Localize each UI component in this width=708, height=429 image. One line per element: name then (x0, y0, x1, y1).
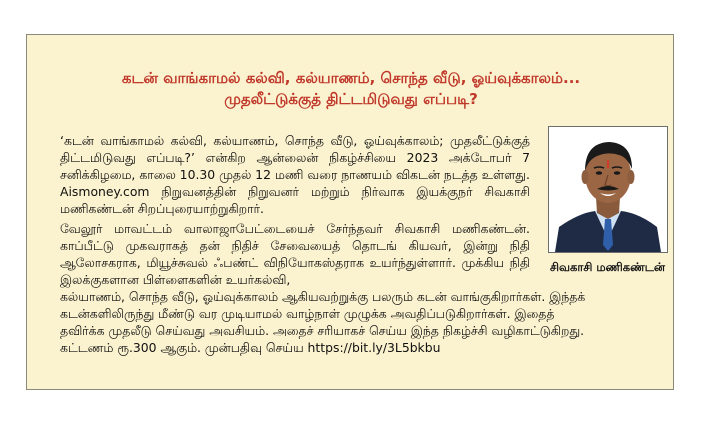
portrait-illustration (549, 127, 667, 252)
photo-caption: சிவகாசி மணிகண்டன் (549, 260, 666, 274)
registration-line: கட்டணம் ரூ.300 ஆகும். முன்பதிவு செய்ய https://bit.ly/3L5bkbu (60, 340, 441, 355)
bio-line: கல்யாணம், சொந்த வீடு, ஓய்வுக்காலம் ஆகியவற்றுக்கு பலரும் கடன் வாங்குகிறார்கள். இந்தக் (60, 289, 586, 304)
event-card (26, 34, 674, 390)
bio-paragraph: வேலூர் மாவட்டம் வாலாஜாபேட்டையைச் சேர்ந்தவர் சிவகாசி மணிகண்டன். காப்பீட்டு முகவராகத் தன் நிதிச் சேவையைத் தொடங் கியவர், இன்று நிதி ஆலோசகராக, மியூச்சுவல் ஃபண்ட் விநியோகஸ்தராக உயர்ந்துள்ளார். முக்கிய நிதி இலக்குகளான பிள்ளைகளின் உயர்கல்வி, (60, 221, 530, 287)
headline-line-2: முதலீட்டுக்குத் திட்டமிடுவது எப்படி? (224, 90, 478, 108)
headline (27, 68, 675, 110)
bio-line: தவிர்க்க முதலீடு செய்வது அவசியம். அதைச் சரியாகச் செய்ய இந்த நிகழ்ச்சி வழிகாட்டுகிறது. (60, 323, 585, 338)
headline-line-1: கடன் வாங்காமல் கல்வி, கல்யாணம், சொந்த வீடு, ஓய்வுக்காலம்... (121, 69, 581, 87)
intro-paragraph: ‘கடன் வாங்காமல் கல்வி, கல்யாணம், சொந்த வீடு, ஓய்வுக்காலம்; முதலீட்டுக்குத் திட்டமிடுவது எப்படி?’ என்கிற ஆன்லைன் நிகழ்ச்சியை 2023 அக்டோபர் 7 சனிக்கிழமை, காலை 10.30 முதல் 12 மணி வரை நாணயம் விகடன் நடத்த உள்ளது. Aismoney.com நிறுவனத்தின் நிறுவனர் மற்றும் நிர்வாக இயக்குநர் சிவகாசி மணிகண்டன் சிறப்புரையாற்றுகிறார். (60, 133, 530, 216)
bio-line: கடன்களிலிருந்து மீண்டு வர முடியாமல் வாழ்நாள் முழுக்க அவதிப்படுகிறார்கள். இதைத் (60, 306, 555, 321)
speaker-photo (548, 126, 668, 253)
